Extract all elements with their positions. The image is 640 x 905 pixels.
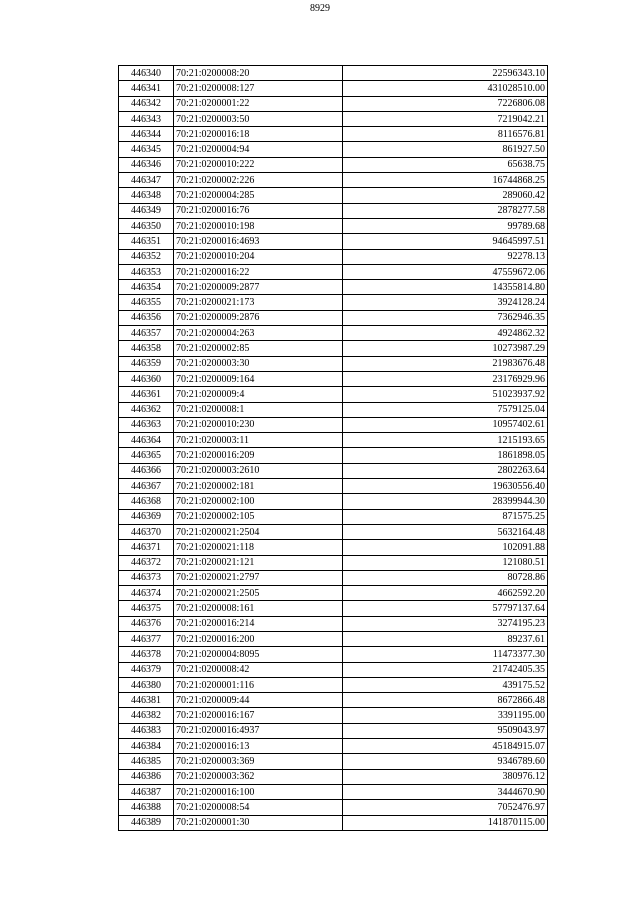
table-row	[119, 739, 548, 754]
cadastral-value-cell: 871575.25	[343, 509, 548, 524]
row-number-cell: 446363	[119, 417, 174, 432]
table-row	[119, 188, 548, 203]
cadastral-number-cell: 70:21:0200016:18	[174, 127, 343, 142]
cadastral-number-cell: 70:21:0200002:105	[174, 509, 343, 524]
cadastral-number-cell: 70:21:0200016:100	[174, 784, 343, 799]
row-number-cell: 446370	[119, 524, 174, 539]
table-row	[119, 815, 548, 830]
cadastral-number-cell: 70:21:0200004:8095	[174, 647, 343, 662]
row-number-cell: 446343	[119, 111, 174, 126]
cadastral-number-cell: 70:21:0200002:226	[174, 173, 343, 188]
row-number-cell: 446362	[119, 402, 174, 417]
row-number-cell: 446371	[119, 540, 174, 555]
cadastral-value-cell: 19630556.40	[343, 479, 548, 494]
cadastral-value-cell: 65638.75	[343, 157, 548, 172]
table-row	[119, 234, 548, 249]
row-number-cell: 446344	[119, 127, 174, 142]
cadastral-value-cell: 21742405.35	[343, 662, 548, 677]
table-row	[119, 754, 548, 769]
cadastral-value-cell: 7362946.35	[343, 310, 548, 325]
row-number-cell: 446359	[119, 356, 174, 371]
row-number-cell: 446349	[119, 203, 174, 218]
row-number-cell: 446374	[119, 586, 174, 601]
table-row	[119, 173, 548, 188]
table-row	[119, 647, 548, 662]
cadastral-number-cell: 70:21:0200010:230	[174, 417, 343, 432]
cadastral-number-cell: 70:21:0200009:2876	[174, 310, 343, 325]
cadastral-value-cell: 7052476.97	[343, 800, 548, 815]
table-row	[119, 708, 548, 723]
cadastral-value-cell: 21983676.48	[343, 356, 548, 371]
cadastral-number-cell: 70:21:0200004:263	[174, 326, 343, 341]
table-row	[119, 601, 548, 616]
table-row	[119, 693, 548, 708]
table-row	[119, 326, 548, 341]
cadastral-value-cell: 121080.51	[343, 555, 548, 570]
cadastral-number-cell: 70:21:0200002:100	[174, 494, 343, 509]
cadastral-number-cell: 70:21:0200009:164	[174, 371, 343, 386]
cadastral-number-cell: 70:21:0200021:121	[174, 555, 343, 570]
cadastral-value-cell: 22596343.10	[343, 66, 548, 81]
cadastral-value-cell: 3391195.00	[343, 708, 548, 723]
cadastral-value-cell: 439175.52	[343, 677, 548, 692]
row-number-cell: 446355	[119, 295, 174, 310]
cadastral-number-cell: 70:21:0200016:4937	[174, 723, 343, 738]
table-row	[119, 769, 548, 784]
table-row	[119, 264, 548, 279]
table-row	[119, 249, 548, 264]
row-number-cell: 446380	[119, 677, 174, 692]
row-number-cell: 446354	[119, 280, 174, 295]
page-number: 8929	[310, 3, 330, 14]
cadastral-value-cell: 10273987.29	[343, 341, 548, 356]
cadastral-number-cell: 70:21:0200003:369	[174, 754, 343, 769]
table-row	[119, 631, 548, 646]
row-number-cell: 446346	[119, 157, 174, 172]
row-number-cell: 446369	[119, 509, 174, 524]
cadastral-value-cell: 1861898.05	[343, 448, 548, 463]
cadastral-value-cell: 16744868.25	[343, 173, 548, 188]
cadastral-number-cell: 70:21:0200021:2505	[174, 586, 343, 601]
row-number-cell: 446345	[119, 142, 174, 157]
table-row	[119, 371, 548, 386]
table-row	[119, 662, 548, 677]
table-row	[119, 555, 548, 570]
cadastral-value-cell: 9509043.97	[343, 723, 548, 738]
row-number-cell: 446348	[119, 188, 174, 203]
cadastral-value-cell: 80728.86	[343, 570, 548, 585]
cadastral-value-cell: 57797137.64	[343, 601, 548, 616]
cadastral-value-cell: 7226806.08	[343, 96, 548, 111]
cadastral-value-cell: 28399944.30	[343, 494, 548, 509]
cadastral-number-cell: 70:21:0200008:54	[174, 800, 343, 815]
cadastral-number-cell: 70:21:0200002:85	[174, 341, 343, 356]
cadastral-value-cell: 45184915.07	[343, 739, 548, 754]
row-number-cell: 446381	[119, 693, 174, 708]
cadastral-value-cell: 9346789.60	[343, 754, 548, 769]
cadastral-number-cell: 70:21:0200016:200	[174, 631, 343, 646]
row-number-cell: 446353	[119, 264, 174, 279]
cadastral-number-cell: 70:21:0200001:116	[174, 677, 343, 692]
table-row	[119, 142, 548, 157]
row-number-cell: 446379	[119, 662, 174, 677]
cadastral-number-cell: 70:21:0200002:181	[174, 479, 343, 494]
row-number-cell: 446382	[119, 708, 174, 723]
table-body	[119, 66, 548, 831]
table-row	[119, 494, 548, 509]
cadastral-number-cell: 70:21:0200016:13	[174, 739, 343, 754]
cadastral-value-cell: 99789.68	[343, 218, 548, 233]
row-number-cell: 446377	[119, 631, 174, 646]
cadastral-number-cell: 70:21:0200001:22	[174, 96, 343, 111]
row-number-cell: 446358	[119, 341, 174, 356]
cadastral-value-cell: 7219042.21	[343, 111, 548, 126]
row-number-cell: 446360	[119, 371, 174, 386]
cadastral-value-cell: 10957402.61	[343, 417, 548, 432]
table-row	[119, 509, 548, 524]
row-number-cell: 446386	[119, 769, 174, 784]
cadastral-number-cell: 70:21:0200010:204	[174, 249, 343, 264]
table-row	[119, 433, 548, 448]
table-row	[119, 203, 548, 218]
cadastral-number-cell: 70:21:0200016:209	[174, 448, 343, 463]
table-row	[119, 723, 548, 738]
table-row	[119, 66, 548, 81]
table-row	[119, 356, 548, 371]
cadastral-value-cell: 8672866.48	[343, 693, 548, 708]
cadastral-number-cell: 70:21:0200021:2797	[174, 570, 343, 585]
table-row	[119, 310, 548, 325]
cadastral-value-cell: 4662592.20	[343, 586, 548, 601]
table-row	[119, 524, 548, 539]
cadastral-value-table	[118, 65, 548, 831]
cadastral-number-cell: 70:21:0200003:2610	[174, 463, 343, 478]
cadastral-value-cell: 92278.13	[343, 249, 548, 264]
cadastral-value-cell: 51023937.92	[343, 387, 548, 402]
row-number-cell: 446378	[119, 647, 174, 662]
table-row	[119, 402, 548, 417]
cadastral-value-cell: 5632164.48	[343, 524, 548, 539]
cadastral-number-cell: 70:21:0200010:222	[174, 157, 343, 172]
cadastral-value-cell: 11473377.30	[343, 647, 548, 662]
cadastral-value-cell: 380976.12	[343, 769, 548, 784]
table-row	[119, 463, 548, 478]
table-row	[119, 157, 548, 172]
table-row	[119, 387, 548, 402]
row-number-cell: 446367	[119, 479, 174, 494]
cadastral-value-cell: 47559672.06	[343, 264, 548, 279]
table-row	[119, 540, 548, 555]
row-number-cell: 446389	[119, 815, 174, 830]
row-number-cell: 446372	[119, 555, 174, 570]
cadastral-number-cell: 70:21:0200003:50	[174, 111, 343, 126]
cadastral-value-cell: 94645997.51	[343, 234, 548, 249]
cadastral-value-cell: 3444670.90	[343, 784, 548, 799]
row-number-cell: 446385	[119, 754, 174, 769]
cadastral-number-cell: 70:21:0200016:4693	[174, 234, 343, 249]
cadastral-number-cell: 70:21:0200010:198	[174, 218, 343, 233]
cadastral-number-cell: 70:21:0200003:30	[174, 356, 343, 371]
cadastral-value-cell: 861927.50	[343, 142, 548, 157]
row-number-cell: 446373	[119, 570, 174, 585]
cadastral-value-cell: 3274195.23	[343, 616, 548, 631]
cadastral-number-cell: 70:21:0200008:20	[174, 66, 343, 81]
cadastral-value-cell: 2878277.58	[343, 203, 548, 218]
row-number-cell: 446340	[119, 66, 174, 81]
row-number-cell: 446366	[119, 463, 174, 478]
table-row	[119, 127, 548, 142]
cadastral-value-cell: 102091.88	[343, 540, 548, 555]
row-number-cell: 446352	[119, 249, 174, 264]
cadastral-number-cell: 70:21:0200009:2877	[174, 280, 343, 295]
cadastral-value-cell: 141870115.00	[343, 815, 548, 830]
table-row	[119, 784, 548, 799]
row-number-cell: 446361	[119, 387, 174, 402]
cadastral-value-cell: 1215193.65	[343, 433, 548, 448]
cadastral-number-cell: 70:21:0200016:214	[174, 616, 343, 631]
table-row	[119, 218, 548, 233]
cadastral-number-cell: 70:21:0200009:4	[174, 387, 343, 402]
cadastral-number-cell: 70:21:0200016:76	[174, 203, 343, 218]
cadastral-number-cell: 70:21:0200008:161	[174, 601, 343, 616]
row-number-cell: 446384	[119, 739, 174, 754]
row-number-cell: 446356	[119, 310, 174, 325]
cadastral-number-cell: 70:21:0200021:2504	[174, 524, 343, 539]
row-number-cell: 446376	[119, 616, 174, 631]
table-row	[119, 280, 548, 295]
row-number-cell: 446347	[119, 173, 174, 188]
table-row	[119, 341, 548, 356]
table-row	[119, 295, 548, 310]
row-number-cell: 446375	[119, 601, 174, 616]
cadastral-number-cell: 70:21:0200021:118	[174, 540, 343, 555]
table-row	[119, 81, 548, 96]
cadastral-number-cell: 70:21:0200004:285	[174, 188, 343, 203]
cadastral-value-cell: 89237.61	[343, 631, 548, 646]
table-row	[119, 677, 548, 692]
row-number-cell: 446383	[119, 723, 174, 738]
row-number-cell: 446350	[119, 218, 174, 233]
cadastral-value-cell: 2802263.64	[343, 463, 548, 478]
cadastral-number-cell: 70:21:0200016:22	[174, 264, 343, 279]
row-number-cell: 446368	[119, 494, 174, 509]
row-number-cell: 446357	[119, 326, 174, 341]
cadastral-value-cell: 3924128.24	[343, 295, 548, 310]
table-row	[119, 570, 548, 585]
table-row	[119, 800, 548, 815]
cadastral-value-cell: 8116576.81	[343, 127, 548, 142]
cadastral-number-cell: 70:21:0200004:94	[174, 142, 343, 157]
cadastral-number-cell: 70:21:0200001:30	[174, 815, 343, 830]
cadastral-number-cell: 70:21:0200003:362	[174, 769, 343, 784]
cadastral-number-cell: 70:21:0200008:42	[174, 662, 343, 677]
row-number-cell: 446388	[119, 800, 174, 815]
row-number-cell: 446364	[119, 433, 174, 448]
cadastral-value-cell: 4924862.32	[343, 326, 548, 341]
cadastral-number-cell: 70:21:0200008:1	[174, 402, 343, 417]
row-number-cell: 446351	[119, 234, 174, 249]
row-number-cell: 446365	[119, 448, 174, 463]
row-number-cell: 446342	[119, 96, 174, 111]
table-row	[119, 586, 548, 601]
table-row	[119, 616, 548, 631]
row-number-cell: 446341	[119, 81, 174, 96]
cadastral-value-cell: 23176929.96	[343, 371, 548, 386]
cadastral-number-cell: 70:21:0200009:44	[174, 693, 343, 708]
cadastral-value-cell: 7579125.04	[343, 402, 548, 417]
cadastral-number-cell: 70:21:0200016:167	[174, 708, 343, 723]
row-number-cell: 446387	[119, 784, 174, 799]
table-row	[119, 111, 548, 126]
cadastral-number-cell: 70:21:0200008:127	[174, 81, 343, 96]
table-row	[119, 96, 548, 111]
cadastral-value-cell: 14355814.80	[343, 280, 548, 295]
table-row	[119, 479, 548, 494]
cadastral-number-cell: 70:21:0200021:173	[174, 295, 343, 310]
table-row	[119, 417, 548, 432]
table-row	[119, 448, 548, 463]
cadastral-number-cell: 70:21:0200003:11	[174, 433, 343, 448]
cadastral-value-cell: 431028510.00	[343, 81, 548, 96]
cadastral-value-cell: 289060.42	[343, 188, 548, 203]
